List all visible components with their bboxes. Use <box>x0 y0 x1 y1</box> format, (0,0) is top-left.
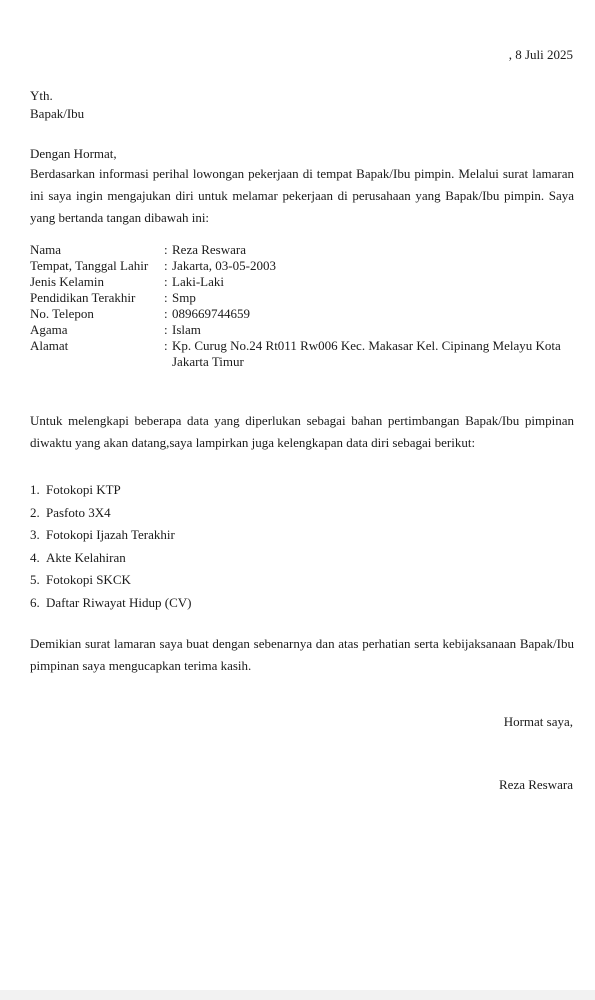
list-item <box>30 569 192 592</box>
identity-row-phone <box>30 306 575 322</box>
identity-label: Tempat, Tanggal Lahir <box>30 258 149 273</box>
attachments-intro-paragraph: Untuk melengkapi beberapa data yang diperlukan sebagai bahan pertimbangan Bapak/Ibu pimpinan diwaktu yang akan datang,saya lampirkan juga kelengkapan data diri sebagai berikut: <box>30 413 574 450</box>
identity-separator: : <box>164 306 168 321</box>
signer-name: Reza Reswara <box>499 777 573 792</box>
list-item <box>30 547 192 570</box>
identity-value: 089669744659 <box>172 306 250 321</box>
identity-row-birth <box>30 258 575 274</box>
list-item-number: 1. <box>30 482 40 497</box>
identity-separator: : <box>164 274 168 289</box>
identity-label: Pendidikan Terakhir <box>30 290 136 305</box>
identity-label: Agama <box>30 322 68 337</box>
list-item-text: Akte Kelahiran <box>46 549 126 565</box>
recipient-block <box>30 87 84 123</box>
list-item-text: Daftar Riwayat Hidup (CV) <box>46 594 192 610</box>
identity-label: No. Telepon <box>30 306 94 321</box>
recipient-name: Bapak/Ibu <box>30 106 85 121</box>
list-item <box>30 524 192 547</box>
list-item-number: 2. <box>30 504 40 520</box>
identity-value: Laki-Laki <box>172 274 224 289</box>
list-item-text: Fotokopi Ijazah Terakhir <box>46 527 175 543</box>
identity-row-name <box>30 242 575 258</box>
identity-value: Islam <box>172 322 201 337</box>
identity-label: Nama <box>30 242 62 257</box>
list-item-number: 4. <box>30 549 40 565</box>
sign-off: Hormat saya, <box>503 714 573 729</box>
letter-date: , 8 Juli 2025 <box>508 47 573 62</box>
identity-value: Jakarta, 03-05-2003 <box>172 258 276 273</box>
identity-row-religion <box>30 322 575 338</box>
greeting: Dengan Hormat, <box>30 146 117 161</box>
identity-separator: : <box>164 290 168 305</box>
identity-separator: : <box>164 258 168 273</box>
intro-paragraph: Berdasarkan informasi perihal lowongan pekerjaan di tempat Bapak/Ibu pimpin. Melalui surat lamaran ini saya ingin mengajukan diri untuk melamar pekerjaan di perusahaan yang Bapak/Ibu pimpin. Saya yang bertanda tangan dibawah ini: <box>30 166 574 225</box>
identity-label: Jenis Kelamin <box>30 274 105 289</box>
identity-separator: : <box>164 322 168 337</box>
attachments-list <box>30 479 192 615</box>
list-item-number: 3. <box>30 527 40 543</box>
list-item-text: Fotokopi SKCK <box>46 572 131 588</box>
page-bottom-edge <box>0 990 595 1000</box>
list-item-number: 6. <box>30 594 40 610</box>
identity-row-education <box>30 290 575 306</box>
identity-table <box>30 242 575 370</box>
identity-label: Alamat <box>30 338 69 353</box>
list-item <box>30 479 192 502</box>
identity-value: Smp <box>172 290 196 305</box>
identity-separator: : <box>164 242 168 257</box>
identity-row-gender <box>30 274 575 290</box>
list-item <box>30 592 192 615</box>
identity-value: Kp. Curug No.24 Rt011 Rw006 Kec. Makasar Kel. Cipinang Melayu Kota Jakarta Timur <box>172 338 561 369</box>
list-item <box>30 502 192 525</box>
identity-separator: : <box>164 338 168 353</box>
identity-value: Reza Reswara <box>172 242 246 257</box>
closing-paragraph: Demikian surat lamaran saya buat dengan sebenarnya dan atas perhatian serta kebijaksanaan Bapak/Ibu pimpinan saya mengucapkan terima kasih. <box>30 636 574 673</box>
identity-row-address <box>30 338 575 370</box>
recipient-salutation: Yth. <box>30 88 53 103</box>
list-item-number: 5. <box>30 572 40 588</box>
list-item-text: Fotokopi KTP <box>46 482 121 497</box>
list-item-text: Pasfoto 3X4 <box>46 504 111 520</box>
